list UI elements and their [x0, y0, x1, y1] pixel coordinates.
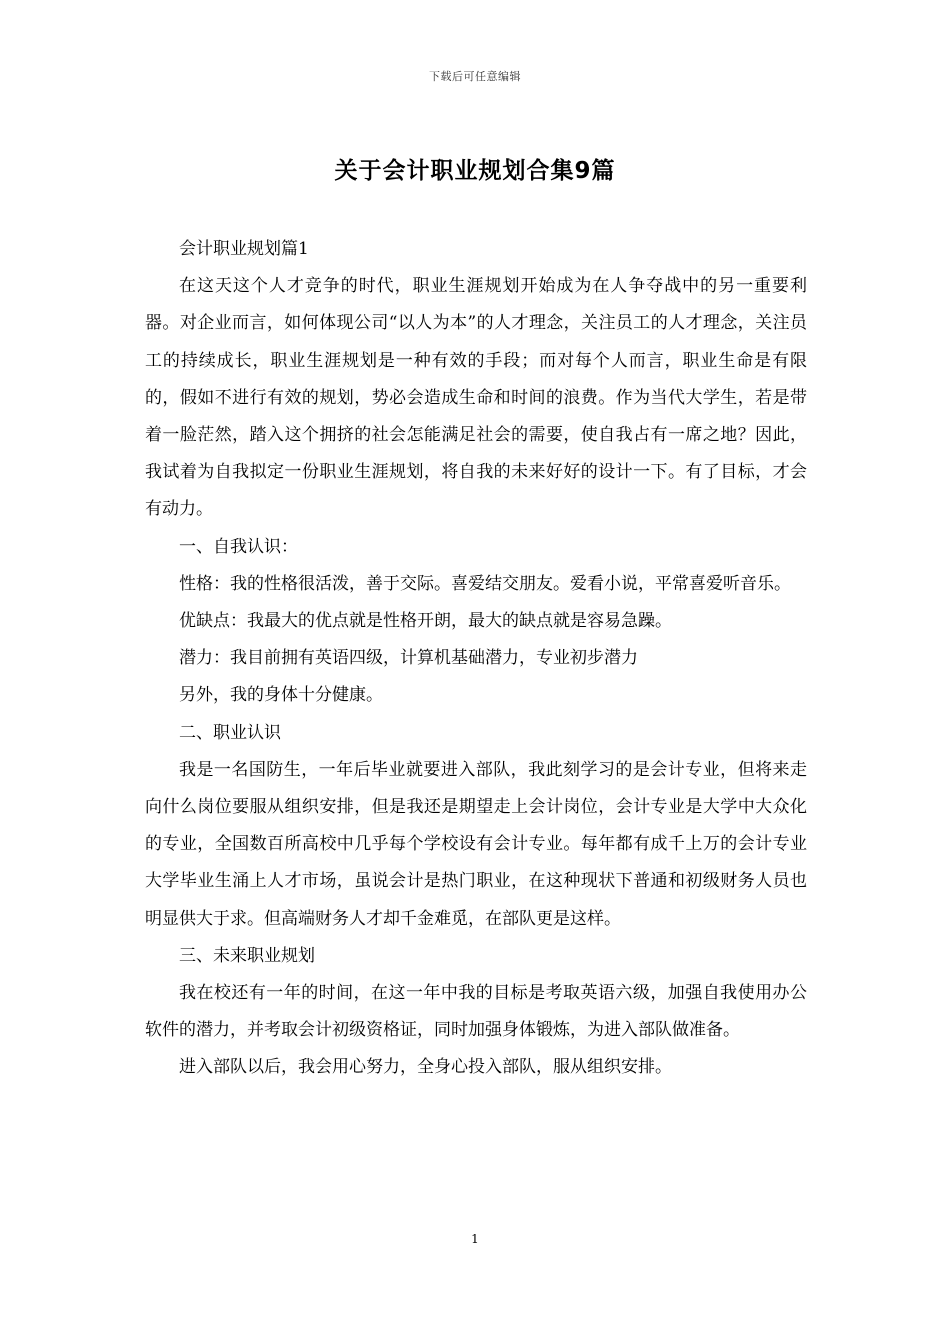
body-paragraph: 另外，我的身体十分健康。 [179, 685, 383, 706]
section-heading: 二、职业认识 [179, 722, 281, 743]
body-paragraph: 在这天这个人才竞争的时代，职业生涯规划开始成为在人争夺战中的另一重要利器。对企业而言，如何体现公司“以人为本”的人才理念，关注员工的人才理念，关注员工的持续成长，职业生涯规划是一种有效的手段；而对每个人而言，职业生命是有限的，假如不进行有效的规划，势必会造成生命和时间的浪费。作为当代大学生，若是带着一脸茫然，踏入这个拥挤的社会怎能满足社会的需要，使自我占有一席之地？因此，我试着为自我拟定一份职业生涯规划，将自我的未来好好的设计一下。有了目标，才会有动力。 [145, 276, 807, 520]
body-paragraph: 我在校还有一年的时间，在这一年中我的目标是考取英语六级，加强自我使用办公软件的潜力，并考取会计初级资格证，同时加强身体锻炼，为进入部队做准备。 [145, 983, 807, 1041]
document-body [145, 231, 807, 1087]
section-heading: 三、未来职业规划 [179, 945, 315, 966]
body-paragraph: 潜力：我目前拥有英语四级，计算机基础潜力，专业初步潜力 [179, 648, 638, 669]
body-paragraph: 优缺点：我最大的优点就是性格开朗，最大的缺点就是容易急躁。 [179, 611, 672, 632]
section-heading: 会计职业规划篇1 [179, 239, 309, 259]
document-title: 关于会计职业规划合集9篇 [334, 158, 616, 184]
body-paragraph: 性格：我的性格很活泼，善于交际。喜爱结交朋友。爱看小说，平常喜爱听音乐。 [179, 573, 791, 594]
page-header-note: 下载后可任意编辑 [429, 70, 521, 83]
page-number: 1 [471, 1232, 479, 1246]
body-paragraph: 我是一名国防生，一年后毕业就要进入部队，我此刻学习的是会计专业，但将来走向什么岗位要服从组织安排，但是我还是期望走上会计岗位，会计专业是大学中大众化的专业，全国数百所高校中几乎每个学校设有会计专业。每年都有成千上万的会计专业大学毕业生涌上人才市场，虽说会计是热门职业，在这种现状下普通和初级财务人员也明显供大于求。但高端财务人才却千金难觅，在部队更是这样。 [145, 759, 807, 929]
section-heading: 一、自我认识： [179, 536, 298, 557]
body-paragraph: 进入部队以后，我会用心努力，全身心投入部队，服从组织安排。 [179, 1057, 672, 1078]
